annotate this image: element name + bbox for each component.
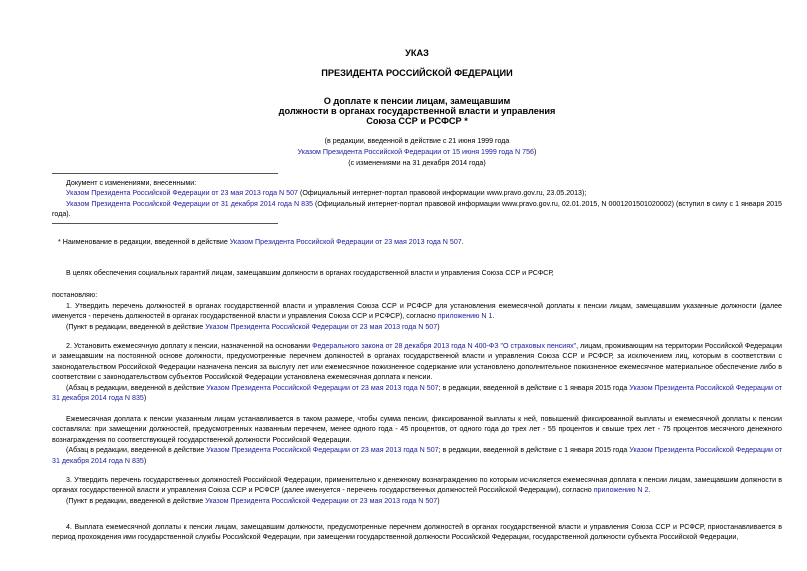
subject-line-2: должности в органах государственной власти и управления — [278, 106, 556, 116]
p1-note-link[interactable]: Указом Президента Российской Федерации от 23 мая 2013 года N 507 — [205, 322, 438, 331]
p3-note-link-1[interactable]: Указом Президента Российской Федерации от 23 мая 2013 года N 507 — [206, 446, 439, 455]
issuer-title: ПРЕЗИДЕНТА РОССИЙСКОЙ ФЕДЕРАЦИИ — [321, 68, 513, 78]
edition-link[interactable]: Указом Президента Российской Федерации от 15 июня 1999 года N 756 — [297, 147, 534, 156]
appendix-2-link[interactable]: приложению N 2 — [593, 486, 649, 495]
changes-intro: Документ с изменениями, внесенными: — [66, 179, 197, 187]
edition-line-3: (с изменениями на 31 декабря 2014 года) — [348, 158, 486, 167]
doc-type-title: УКАЗ — [405, 48, 429, 58]
decree-subject — [52, 96, 782, 126]
paragraph-3: Ежемесячная доплата к пенсии указанным лицам устанавливается в таком размере, чтобы сумма пенсии, фиксированной выплаты к ней, повышений фиксированной выплаты и ежемесячной доплаты к пенсии составляла: при замещении должностей, предусмотренных названным перечнем, менее одного года - 45 процентов, от одного года до трех лет - 55 процентов и свыше трех лет - 75 процентов месячного денежного вознаграждения по соответствующей государственной должности Российской Федерации. (Абзац в редакции, введенной в действие Указом Президента Российской Федерации от 23 мая 2013 года N 507; в редакции, введенной в действие с 1 января 2015 года Указом Президента Российской Федерации от 31 декабря 2014 года N 835) — [52, 415, 783, 465]
p3-note-link-2[interactable]: Указом Президента Российской Федерации от 31 декабря 2014 года N 835 — [52, 446, 783, 465]
paragraph-4: 3. Утвердить перечень государственных должностей Российской Федерации, применительно к денежному вознаграждению по которым исчисляется ежемесячная доплата к пенсии лицам, замещавшим должности в органах государственной власти и управления Союза ССР и РСФСР (далее именуется - перечень государственных должностей Российской Федерации), согласно приложению N 2. (Пункт в редакции, введенной в действие Указом Президента Российской Федерации от 23 мая 2013 года N 507) — [52, 476, 782, 505]
subject-line-1: О доплате к пенсии лицам, замещавшим — [323, 96, 511, 106]
changes-block — [52, 173, 782, 224]
appendix-1-link[interactable]: приложению N 1 — [437, 312, 493, 321]
p4-note-link[interactable]: Указом Президента Российской Федерации от 23 мая 2013 года N 507 — [205, 496, 438, 505]
divider-bottom — [52, 223, 278, 224]
federal-law-link[interactable]: Федерального закона от 28 декабря 2013 года N 400-ФЗ "О страховых пенсиях" — [312, 342, 577, 350]
preamble: В целях обеспечения социальных гарантий лицам, замещавшим должности в органах государственной власти и управления Союза ССР и РСФСР, — [66, 269, 554, 277]
p2-note-link-1[interactable]: Указом Президента Российской Федерации от 23 мая 2013 года N 507 — [206, 383, 439, 392]
paragraph-1: 1. Утвердить перечень должностей в органах государственной власти и управления Союза ССР и РСФСР для установления ежемесячной доплаты к пенсии лицам, замещавшим указанные должности (далее именуется - перечень должностей в органах государственной власти и управления Союза ССР и РСФСР), согласно приложению N 1. (Пункт в редакции, введенной в действие Указом Президента Российской Федерации от 23 мая 2013 года N 507) — [52, 302, 782, 331]
resolve-word: постановляю: — [52, 291, 98, 299]
edition-note: (в редакции, введенной в действие с 21 июня 1999 года Указом Президента Российской Федерации от 15 июня 1999 года N 756) (с изменениями на 31 декабря 2014 года) — [52, 136, 782, 168]
change-item-1: Указом Президента Российской Федерации от 23 мая 2013 года N 507 (Официальный интернет-портал правовой информации www.pravo.gov.ru, 23.05.2013); — [66, 189, 587, 198]
paragraph-2: 2. Установить ежемесячную доплату к пенсии, назначенной на основании Федерального закона от 28 декабря 2013 года N 400-ФЗ "О страховых пенсиях", лицам, проживающим на территории Российской Федерации и замещавшим на постоянной основе должности, предусмотренные перечнем должностей в органах государственной власти и управления Союза ССР и РСФСР, за исключением лиц, которым в соответствии с законодательством Российской Федерации назначена пенсия за выслугу лет или ежемесячное пожизненное содержание или установлено дополнительное пожизненное ежемесячное материальное обеспечение либо в соответствии с законодательством субъектов Российской Федерации установлена ежемесячная доплата к пенсии. (Абзац в редакции, введенной в действие Указом Президента Российской Федерации от 23 мая 2013 года N 507; в редакции, введенной в действие с 1 января 2015 года Указом Президента Российской Федерации от 31 декабря 2014 года N 835) — [52, 342, 783, 403]
change-link-1[interactable]: Указом Президента Российской Федерации от 23 мая 2013 года N 507 — [66, 189, 298, 198]
subject-line-3: Союза ССР и РСФСР * — [366, 116, 468, 126]
change-link-2[interactable]: Указом Президента Российской Федерации от 31 декабря 2014 года N 835 — [66, 199, 313, 208]
change-item-2: Указом Президента Российской Федерации от 31 декабря 2014 года N 835 (Официальный интернет-портал правовой информации www.pravo.gov.ru, 02.01.2015, N 0001201501020002) (вступил в силу с 1 января 2015 года). — [52, 199, 782, 219]
p2-note-link-2[interactable]: Указом Президента Российской Федерации от 31 декабря 2014 года N 835 — [52, 383, 783, 403]
edition-line-1: (в редакции, введенной в действие с 21 июня 1999 года — [324, 137, 510, 145]
footnote: * Наименование в редакции, введенной в действие Указом Президента Российской Федерации от 23 мая 2013 года N 507. — [58, 238, 464, 246]
paragraph-5: 4. Выплата ежемесячной доплаты к пенсии лицам, замещавшим должности, предусмотренные перечнем должностей в органах государственной власти и управления Союза ССР и РСФСР, приостанавливается в период прохождения ими государственной службы Российской Федерации, при замещении государственной должности Российской Федерации, государственной должности субъекта Российской Федерации, — [52, 523, 782, 542]
footnote-link[interactable]: Указом Президента Российской Федерации от 23 мая 2013 года N 507 — [229, 238, 462, 246]
